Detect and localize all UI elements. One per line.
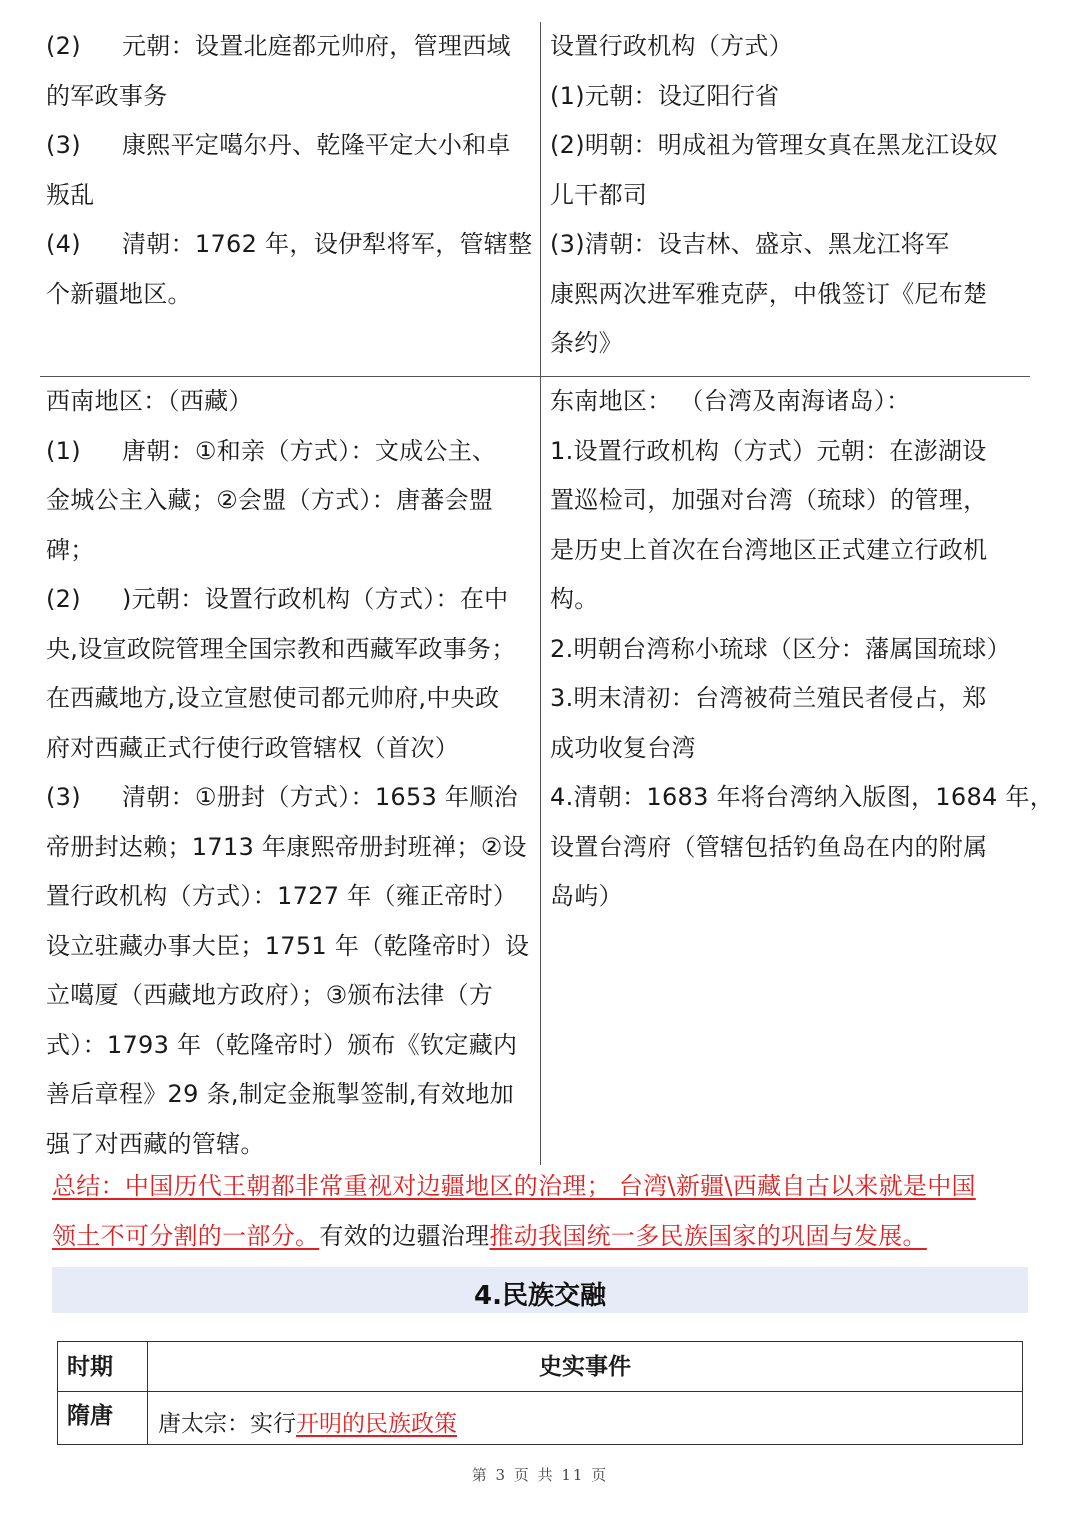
text-line: 3.明末清初：台湾被荷兰殖民者侵占，郑 [550,684,987,712]
ethnic-table [57,1341,1023,1445]
text-line: 置巡检司，加强对台湾（琉球）的管理， [550,486,988,514]
row-period: 隋唐 [67,1403,113,1429]
header-period: 时期 [67,1354,113,1380]
text-line: 成功收复台湾 [550,733,696,762]
text-line: (3) 康熙平定噶尔丹、乾隆平定大小和卓 [46,131,511,159]
text-line: 立噶厦（西藏地方政府）；③颁布法律（方 [46,981,494,1009]
text-line: 设立驻藏办事大臣；1751 年（乾隆帝时）设 [46,931,530,960]
text-line: 碑； [46,535,95,564]
text-line: 设置行政机构（方式） [550,32,793,60]
text-line: 2.明朝台湾称小琉球（区分：藩属国琉球） [550,634,1011,663]
header-event: 史实事件 [539,1354,631,1380]
text-line: 构。 [550,585,599,613]
text-line: 的军政事务 [46,81,168,110]
text-line: 是历史上首次在台湾地区正式建立行政机 [550,535,988,564]
text-line: 设置台湾府（管辖包括钓鱼岛在内的附属 [550,832,988,861]
taiwan-cell [550,377,1055,922]
text-line: 帝册封达赖；1713 年康熙帝册封班禅；②设 [46,832,527,861]
row-event: 唐太宗：实行开明的民族政策 [158,1411,457,1437]
text-line: (2)明朝：明成祖为管理女真在黑龙江设奴 [550,131,998,159]
text-line: 府对西藏正式行使行政管辖权（首次） [46,733,460,762]
summary-line-2 [52,1212,1042,1262]
summary-line-1: 总结：中国历代王朝都非常重视对边疆地区的治理； 台湾\新疆\西藏自古以来就是中国 [52,1172,976,1200]
table-row [58,1391,1022,1444]
text-line: 4.清朝：1683 年将台湾纳入版图，1684 年， [550,783,1055,811]
upper-grid [40,22,1030,377]
summary-plain: 有效的边疆治理 [319,1221,490,1250]
text-line: (3)清朝：设吉林、盛京、黑龙江将军 [550,230,950,258]
text-line: 金城公主入藏；②会盟（方式）：唐蕃会盟 [46,486,494,514]
tibet-cell [46,377,536,1169]
text-line: (1) 唐朝：①和亲（方式）：文成公主、 [46,436,497,465]
text-line: 善后章程》29 条,制定金瓶掣签制,有效地加 [46,1080,515,1108]
text-line: 强了对西藏的管辖。 [46,1129,265,1158]
text-line: (3) 清朝：①册封（方式）：1653 年顺治 [46,783,518,811]
table-divider [147,1342,148,1444]
summary-highlight: 推动我国统一多民族国家的巩固与发展。 [489,1221,927,1250]
text-line: 在西藏地方,设立宣慰使司都元帅府,中央政 [46,684,500,712]
text-line: 条约》 [550,329,623,357]
summary-highlight: 领土不可分割的一部分。 [52,1221,320,1250]
lower-grid [40,377,1055,1165]
text-line: 岛屿） [550,882,623,910]
text-line: (2) )元朝：设置行政机构（方式）：在中 [46,585,509,613]
section-title: 4.民族交融 [474,1281,606,1311]
text-line: (1)元朝：设辽阳行省 [550,81,780,110]
section-banner [52,1267,1028,1313]
text-line: 式）：1793 年（乾隆帝时）颁布《钦定藏内 [46,1030,518,1059]
text-line: 叛乱 [46,180,95,209]
table-header-row [58,1342,1022,1392]
text-line: 置行政机构（方式）：1727 年（雍正帝时） [46,882,518,910]
summary [52,1162,1042,1261]
text-line: 央,设宣政院管理全国宗教和西藏军政事务； [46,634,516,663]
text-line: 儿干都司 [550,180,648,209]
text-line: 个新疆地区。 [46,279,192,308]
text-line: (4) 清朝：1762 年，设伊犁将军，管辖整 [46,230,533,258]
xinjiang-cell [46,22,536,319]
northeast-cell [550,22,1028,369]
column-divider [540,377,541,1165]
cell-heading: 西南地区：（西藏） [46,387,253,415]
event-highlight: 开明的民族政策 [296,1411,457,1437]
text-line: 1.设置行政机构（方式）元朝：在澎湖设 [550,436,987,465]
text-line: 康熙两次进军雅克萨，中俄签订《尼布楚 [550,279,988,308]
cell-heading: 东南地区： （台湾及南海诸岛）： [550,387,911,415]
column-divider [540,22,541,376]
text-line: (2) 元朝：设置北庭都元帅府，管理西域 [46,32,511,60]
page-footer: 第 3 页 共 11 页 [471,1466,609,1484]
